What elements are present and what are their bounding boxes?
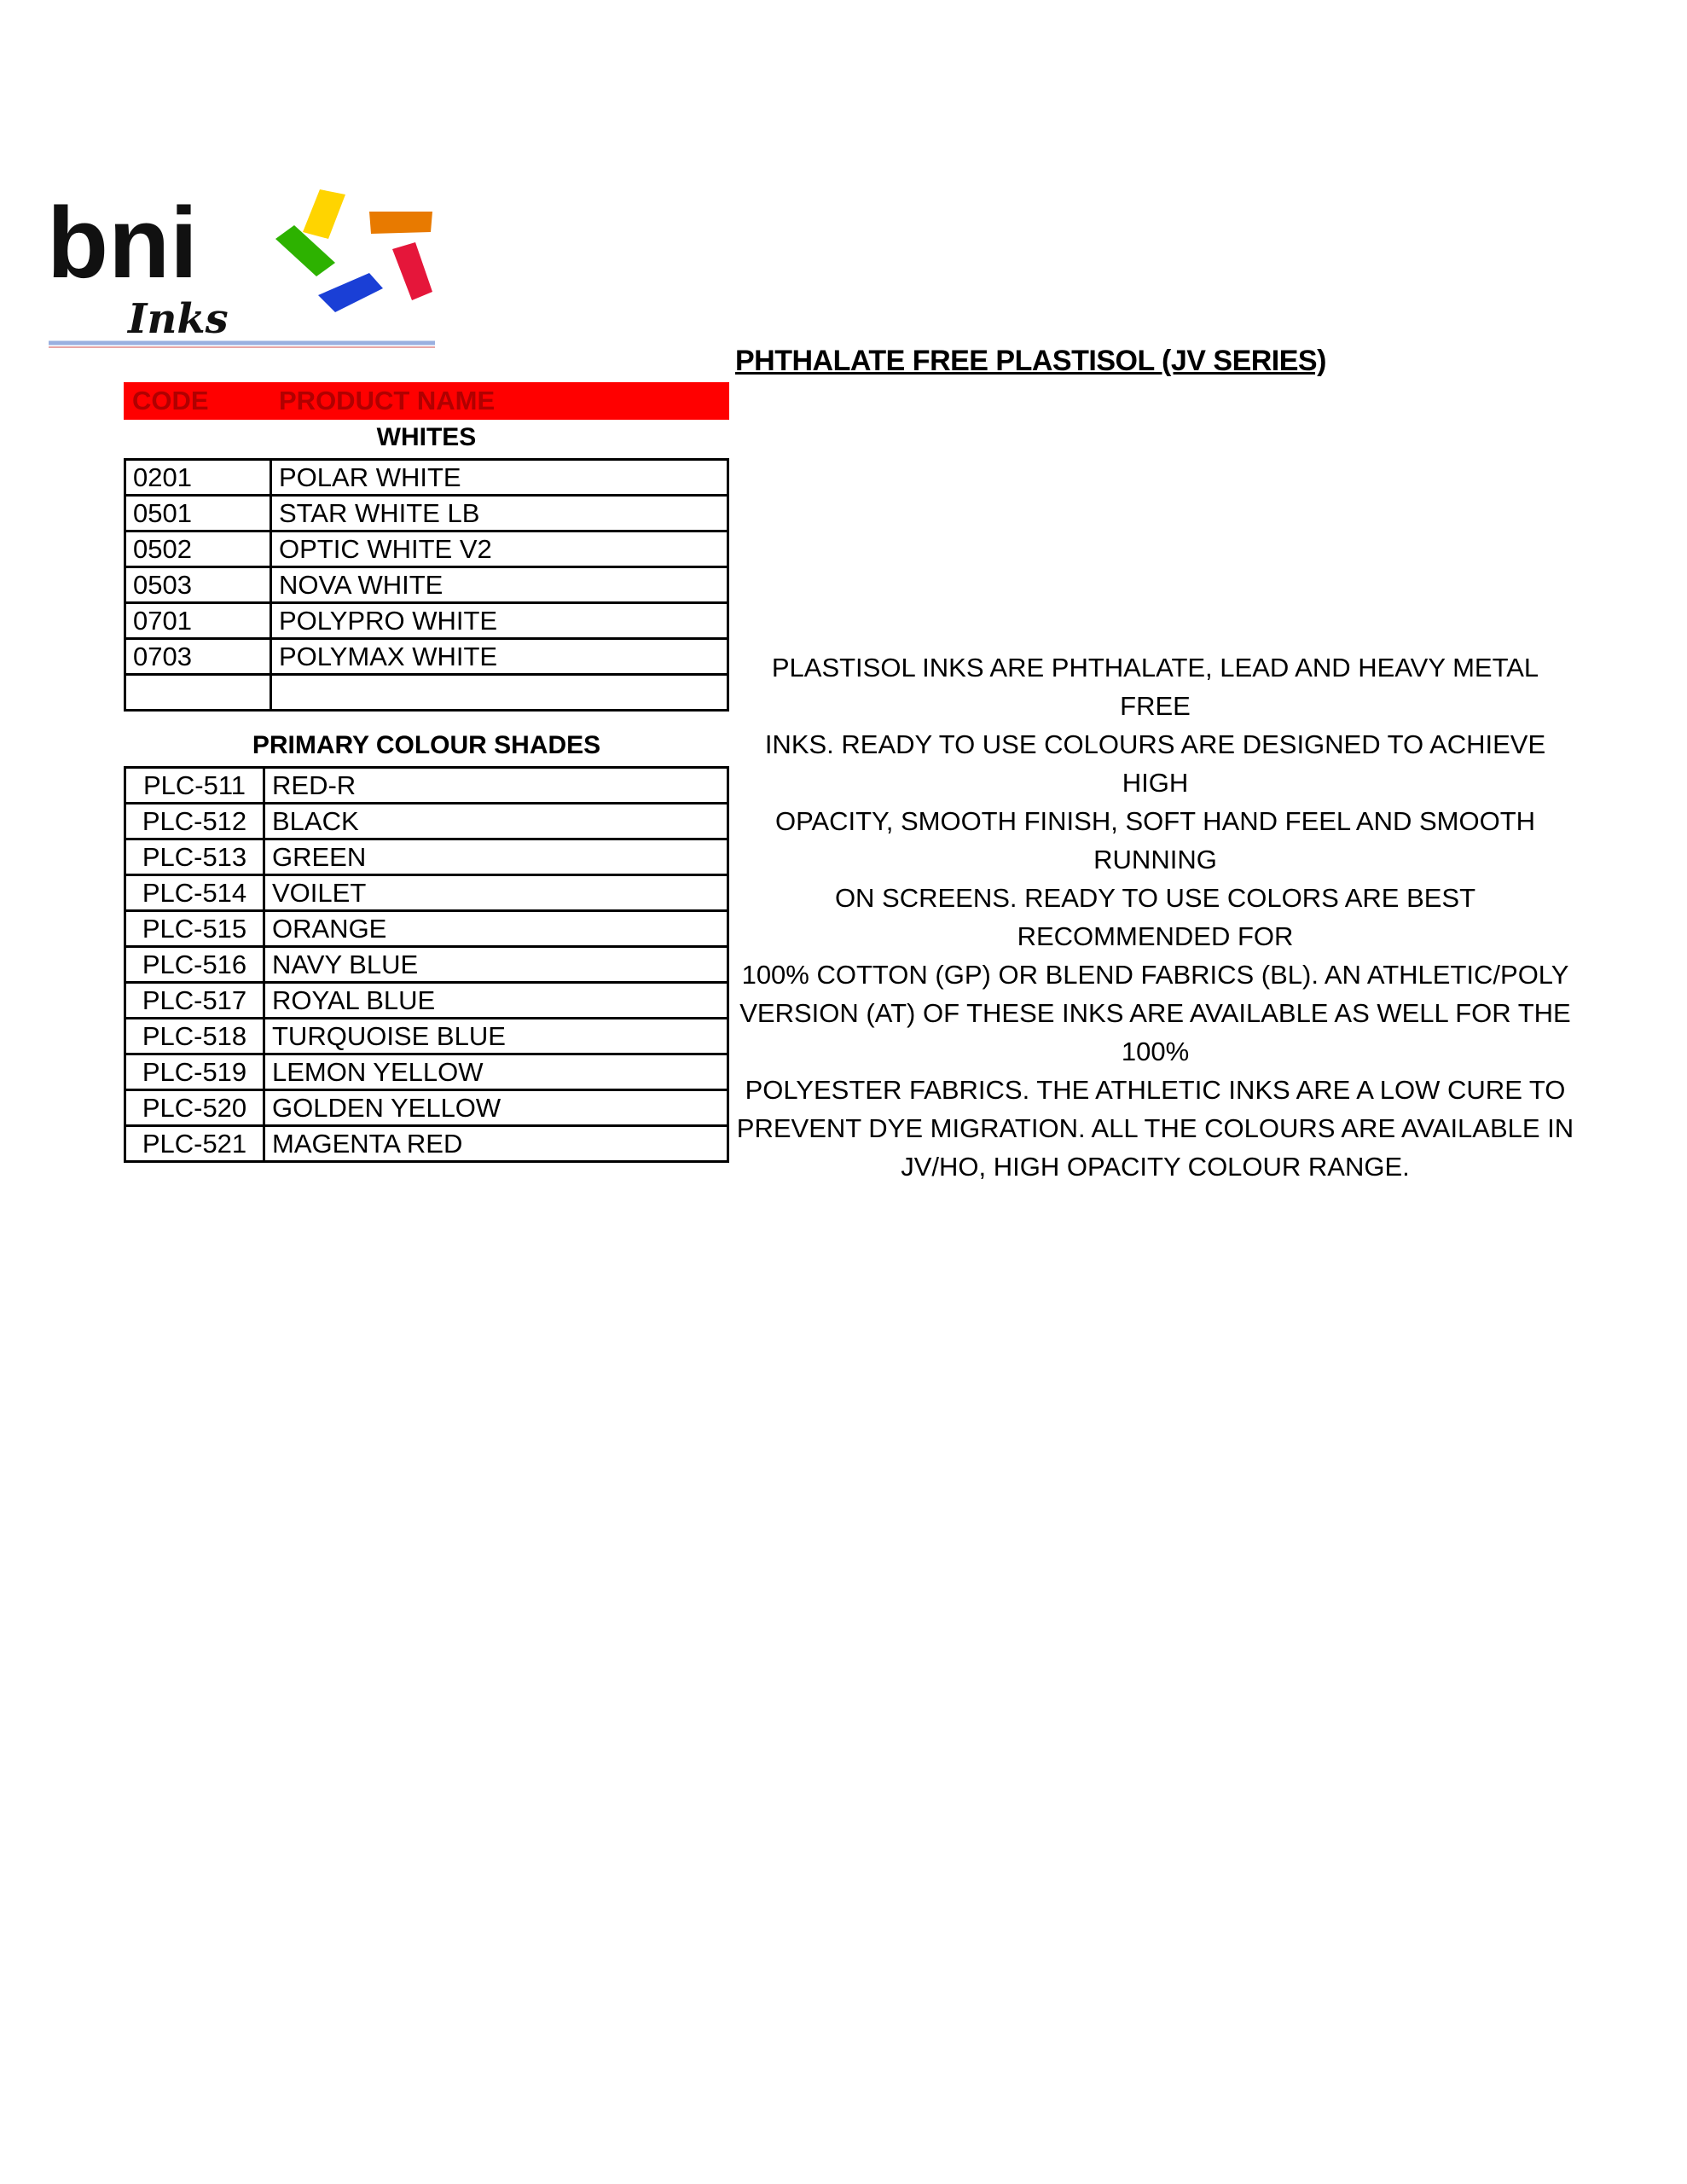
table-row — [125, 1054, 728, 1090]
logo-graphic — [47, 188, 448, 350]
code-cell: PLC-517 — [125, 983, 264, 1019]
table-row — [125, 531, 728, 567]
product-name-cell: GREEN — [264, 839, 728, 875]
code-cell: PLC-512 — [125, 804, 264, 839]
table-header — [124, 382, 729, 420]
product-name-cell: OPTIC WHITE V2 — [271, 531, 728, 567]
product-description — [735, 648, 1575, 1186]
code-cell: PLC-513 — [125, 839, 264, 875]
logo-subtitle-text: Inks — [128, 295, 229, 343]
description-line: INKS. READY TO USE COLOURS ARE DESIGNED TO ACHIEVE HIGH — [764, 729, 1546, 798]
description-line: ON SCREENS. READY TO USE COLORS ARE BEST RECOMMENDED FOR — [834, 883, 1476, 951]
code-cell: PLC-521 — [125, 1126, 264, 1162]
product-name-cell: ROYAL BLUE — [264, 983, 728, 1019]
code-cell: PLC-519 — [125, 1054, 264, 1090]
product-name-cell: STAR WHITE LB — [271, 496, 728, 531]
code-cell: PLC-520 — [125, 1090, 264, 1126]
description-line: POLYESTER FABRICS. THE ATHLETIC INKS ARE A LOW CURE TO — [745, 1075, 1566, 1105]
code-cell: 0503 — [125, 567, 271, 603]
table-row — [125, 983, 728, 1019]
product-name-cell: NOVA WHITE — [271, 567, 728, 603]
code-cell: 0502 — [125, 531, 271, 567]
table-row — [125, 1126, 728, 1162]
logo-brand-text: bni — [47, 188, 198, 299]
code-cell: 0703 — [125, 639, 271, 675]
description-line: PLASTISOL INKS ARE PHTHALATE, LEAD AND HEAVY METAL FREE — [771, 653, 1539, 721]
logo-red-shape — [392, 242, 432, 300]
page-title: PHTHALATE FREE PLASTISOL (JV SERIES) — [735, 345, 1326, 377]
description-line: 100% COTTON (GP) OR BLEND FABRICS (BL). AN ATHLETIC/POLY — [741, 960, 1569, 990]
table-row — [125, 875, 728, 911]
description-line: JV/HO, HIGH OPACITY COLOUR RANGE. — [901, 1152, 1410, 1182]
table-row — [125, 603, 728, 639]
table-row — [125, 768, 728, 804]
description-line: VERSION (AT) OF THESE INKS ARE AVAILABLE AS WELL FOR THE 100% — [739, 998, 1571, 1066]
product-name-cell: POLAR WHITE — [271, 460, 728, 496]
product-name-cell: ORANGE — [264, 911, 728, 947]
column-header-code: CODE — [132, 386, 209, 415]
code-cell: 0201 — [125, 460, 271, 496]
table-row — [125, 496, 728, 531]
table-row — [125, 839, 728, 875]
table-row — [125, 1019, 728, 1054]
whites-table — [124, 458, 729, 712]
table-row-empty — [125, 675, 728, 711]
description-line: PREVENT DYE MIGRATION. ALL THE COLOURS ARE AVAILABLE IN — [736, 1113, 1574, 1143]
code-cell: PLC-511 — [125, 768, 264, 804]
code-cell: PLC-518 — [125, 1019, 264, 1054]
description-line: OPACITY, SMOOTH FINISH, SOFT HAND FEEL AND SMOOTH RUNNING — [774, 806, 1536, 874]
code-cell: PLC-515 — [125, 911, 264, 947]
logo-blue-shape — [318, 273, 383, 312]
table-row — [125, 947, 728, 983]
product-name-cell: LEMON YELLOW — [264, 1054, 728, 1090]
section-title-primary-colour-shades: PRIMARY COLOUR SHADES — [252, 731, 601, 759]
table-row — [125, 460, 728, 496]
code-cell — [125, 675, 271, 711]
code-cell: PLC-514 — [125, 875, 264, 911]
primary-colours-table — [124, 766, 729, 1163]
code-cell: 0501 — [125, 496, 271, 531]
logo-orange-shape — [369, 212, 432, 234]
product-name-cell: MAGENTA RED — [264, 1126, 728, 1162]
code-cell: 0701 — [125, 603, 271, 639]
product-name-cell: RED-R — [264, 768, 728, 804]
product-name-cell — [271, 675, 728, 711]
table-row — [125, 639, 728, 675]
table-row — [125, 567, 728, 603]
table-row — [125, 804, 728, 839]
product-name-cell: VOILET — [264, 875, 728, 911]
section-title-whites: WHITES — [376, 423, 477, 451]
table-row — [125, 1090, 728, 1126]
logo-yellow-shape — [303, 189, 345, 239]
code-cell: PLC-516 — [125, 947, 264, 983]
column-header-product-name: PRODUCT NAME — [279, 386, 496, 415]
bni-inks-logo — [47, 188, 448, 350]
product-name-cell: BLACK — [264, 804, 728, 839]
product-name-cell: POLYPRO WHITE — [271, 603, 728, 639]
product-name-cell: POLYMAX WHITE — [271, 639, 728, 675]
product-name-cell: NAVY BLUE — [264, 947, 728, 983]
product-name-cell: GOLDEN YELLOW — [264, 1090, 728, 1126]
product-name-cell: TURQUOISE BLUE — [264, 1019, 728, 1054]
table-row — [125, 911, 728, 947]
